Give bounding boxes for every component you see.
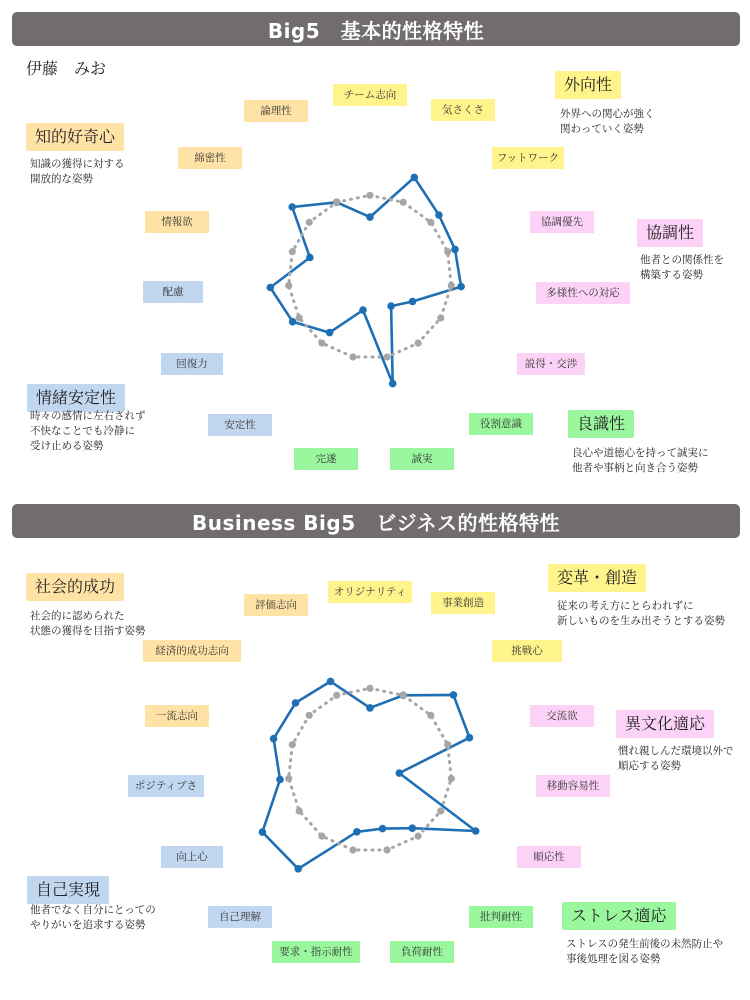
label-cooperation-priority: 協調優先 [530, 211, 594, 233]
group-self-realization-title: 自己実現 [27, 876, 109, 904]
label-meticulousness: 綿密性 [178, 147, 242, 169]
average-point-6 [415, 833, 422, 840]
label-originality: オリジナリティ [328, 581, 412, 603]
average-point-9 [318, 833, 325, 840]
label-friendliness: 気さくさ [431, 99, 495, 121]
label-positivity: ポジティブさ [128, 775, 204, 797]
group-innovation-title: 変革・創造 [548, 564, 646, 592]
label-persuasion: 説得・交渉 [517, 353, 585, 375]
score-point-4 [396, 769, 404, 777]
label-team-orientation: チーム志向 [333, 84, 407, 106]
score-point-14 [327, 678, 335, 686]
group-self-realization-desc: 他者でなく自分にとっての やりがいを追求する姿勢 [30, 904, 156, 931]
average-series-line [289, 688, 452, 850]
group-conscientiousness-desc: 良心や道徳心を持って誠実に 他者や事柄と向き合う姿勢 [572, 447, 709, 474]
group-innovation-desc: 従来の考え方にとらわれずに 新しいものを生み出そうとする姿勢 [557, 600, 725, 627]
group-cross-cultural-title: 異文化適応 [616, 710, 714, 738]
group-cross-cultural-desc: 慣れ親しんだ環境以外で 順応する姿勢 [618, 745, 734, 772]
group-agreeableness-desc: 他者との関係性を 構築する姿勢 [640, 254, 724, 281]
group-stress-desc: ストレスの発生前後の未然防止や 事後処理を図る姿勢 [566, 938, 724, 965]
label-role-awareness: 役割意識 [469, 413, 533, 435]
average-point-13 [306, 712, 313, 719]
average-point-1 [400, 692, 407, 699]
big5-section-header: Big5 基本的性格特性 [12, 12, 740, 46]
score-point-11 [276, 776, 284, 784]
group-agreeableness-title: 協調性 [637, 219, 703, 247]
label-self-understanding: 自己理解 [208, 906, 272, 928]
average-point-5 [437, 807, 444, 814]
group-emotional-stability-title: 情緒安定性 [27, 384, 125, 412]
average-point-11 [285, 775, 292, 782]
label-footwork: フットワーク [492, 147, 564, 169]
business-big5-section-header: Business Big5 ビジネス的性格特性 [12, 504, 740, 538]
label-demand-tolerance: 要求・指示耐性 [272, 941, 360, 963]
label-first-class: 一流志向 [145, 705, 209, 727]
label-diversity: 多様性への対応 [536, 282, 630, 304]
group-extraversion-desc: 外界への関心が強く 関わっていく姿勢 [560, 108, 655, 135]
label-consideration: 配慮 [143, 281, 203, 303]
label-stability: 安定性 [208, 414, 272, 436]
label-resilience: 回復力 [161, 353, 223, 375]
average-point-8 [349, 846, 356, 853]
score-point-8 [353, 828, 361, 836]
label-challenge: 挑戦心 [492, 640, 562, 662]
group-extraversion-title: 外向性 [555, 71, 621, 99]
label-completion: 完遂 [294, 448, 358, 470]
label-exchange-desire: 交流欲 [530, 705, 594, 727]
label-adaptability: 順応性 [517, 846, 581, 868]
score-point-3 [466, 734, 474, 742]
person-name: 伊藤 みお [26, 59, 107, 78]
label-mobility: 移動容易性 [536, 775, 610, 797]
label-sincerity: 誠実 [390, 448, 454, 470]
label-business-creation: 事業創造 [431, 592, 495, 614]
score-point-2 [450, 691, 458, 699]
label-criticism-tolerance: 批判耐性 [469, 906, 533, 928]
average-point-2 [427, 712, 434, 719]
score-point-10 [259, 828, 267, 836]
group-conscientiousness-title: 良識性 [568, 410, 634, 438]
label-evaluation: 評価志向 [244, 594, 308, 616]
label-economic-success: 経済的成功志向 [143, 640, 241, 662]
average-point-14 [333, 692, 340, 699]
score-point-9 [294, 865, 302, 873]
group-curiosity-title: 知的好奇心 [26, 123, 124, 151]
average-point-7 [383, 846, 390, 853]
score-point-6 [409, 824, 417, 832]
label-information-desire: 情報欲 [145, 211, 209, 233]
score-point-0 [366, 704, 374, 712]
group-social-success-title: 社会的成功 [26, 573, 124, 601]
label-aspiration: 向上心 [161, 846, 223, 868]
average-point-10 [296, 807, 303, 814]
score-point-12 [270, 735, 278, 743]
score-point-5 [472, 827, 480, 835]
group-emotional-stability-desc: 時々の感情に左右されず 不快なことでも冷静に 受け止める姿勢 [30, 410, 146, 452]
label-load-tolerance: 負荷耐性 [390, 941, 454, 963]
average-point-3 [444, 741, 451, 748]
group-curiosity-desc: 知識の獲得に対する 開放的な姿勢 [30, 158, 125, 185]
score-point-13 [292, 699, 300, 707]
group-stress-title: ストレス適応 [562, 902, 676, 930]
average-point-4 [448, 775, 455, 782]
average-point-12 [289, 741, 296, 748]
average-point-0 [366, 685, 373, 692]
score-point-7 [379, 825, 387, 833]
group-social-success-desc: 社会的に認められた 状態の獲得を目指す姿勢 [30, 610, 146, 637]
label-logic: 論理性 [244, 100, 308, 122]
